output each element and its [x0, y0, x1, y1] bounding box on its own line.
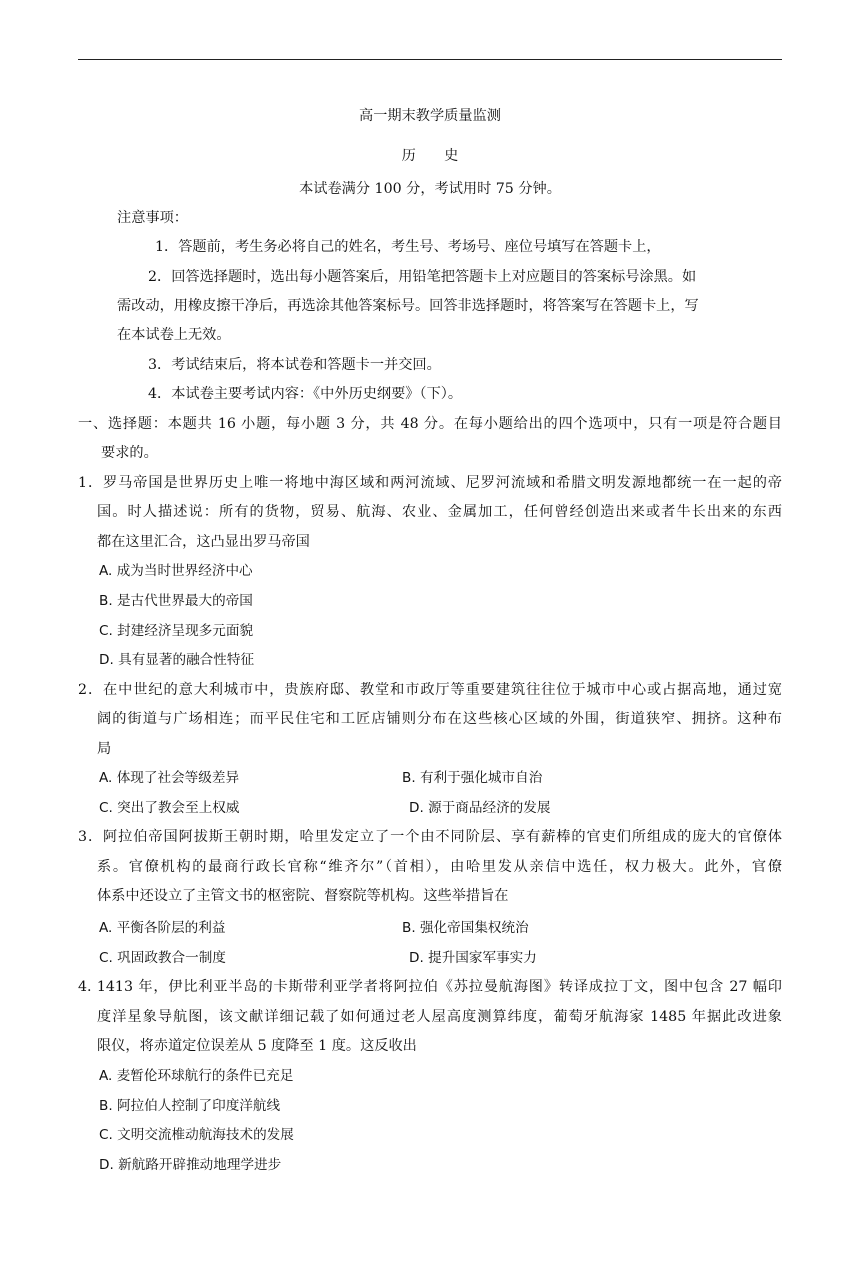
- section-heading-continuation: 要求的。: [101, 445, 158, 461]
- question-1-option-b: B. 是古代世界最大的帝国: [99, 593, 253, 609]
- notice-item-continuation: 在本试卷上无效。: [117, 327, 231, 343]
- notice-item: 3．考试结束后，将本试卷和答题卡一并交回。: [148, 357, 441, 373]
- question-2-stem: 局: [97, 741, 112, 757]
- question-4-option-c: C. 文明交流椎动航海技术的发展: [99, 1127, 294, 1143]
- question-3-option-a: A. 平衡各阶层的利益: [99, 920, 226, 936]
- question-2-option-c: C. 突出了教会至上权威: [99, 800, 240, 816]
- header-rule: [78, 59, 782, 60]
- question-4-option-a: A. 麦暂伦环球航行的条件已充足: [99, 1068, 294, 1084]
- exam-title: 高一期末教学质量监测: [359, 108, 501, 124]
- section-heading: 一、选择题：本题共 16 小题，每小题 3 分，共 48 分。在每小题给出的四个选项中，只有一项是符合题目: [78, 416, 782, 432]
- notice-heading: 注意事项：: [117, 210, 188, 226]
- question-2-stem: 阔的街道与广场相连；而平民住宅和工匠店铺则分布在这些核心区域的外围，街道狭窄、拥挤。这种布: [97, 711, 782, 727]
- question-3-stem: 系。官僚机构的最商行政长官称“维齐尔”（首相），由哈里发从亲信中选任，权力极大。此外，官僚: [97, 859, 782, 875]
- question-2-option-a: A. 体现了社会等级差异: [99, 770, 240, 786]
- question-2-option-d: D. 源于商品经济的发展: [409, 800, 551, 816]
- question-4-stem: 度洋星象导航图，该文献详细记载了如何通过老人屋高度测算纬度，葡萄牙航海家 1485 年据此改进象: [97, 1009, 782, 1025]
- question-4-option-d: D. 新航路开辟推动地理学进步: [99, 1157, 282, 1173]
- notice-item: 1．答题前，考生务必将自己的姓名，考生号、考场号、座位号填写在答题卡上，: [155, 239, 661, 255]
- notice-item-continuation: 需改动，用橡皮擦干净后，再选涂其他答案标号。回答非选择题时，将答案写在答题卡上，写: [117, 298, 699, 314]
- question-2-option-b: B. 有利于强化城市自治: [402, 770, 543, 786]
- question-1-option-a: A. 成为当时世界经济中心: [99, 563, 253, 579]
- notice-item: 4．本试卷主要考试内容：《中外历史纲要》（下）。: [148, 386, 463, 402]
- question-1-stem: 都在这里汇合，这凸显出罗马帝国: [97, 534, 310, 550]
- question-4-stem: 4. 1413 年，伊比利亚半岛的卡斯带利亚学者将阿拉伯《苏拉曼航海图》转译成拉丁文，图中包含 27 幅印: [78, 979, 782, 995]
- exam-info: 本试卷满分 100 分，考试用时 75 分钟。: [299, 181, 561, 197]
- question-1-option-c: C. 封建经济呈现多元面貌: [99, 623, 254, 639]
- question-1-stem: 1．罗马帝国是世界历史上唯一将地中海区域和两河流域、尼罗河流域和希腊文明发源地都统一在一起的帝: [78, 475, 782, 491]
- question-3-stem: 体系中还设立了主管文书的枢密院、督察院等机构。这些举措旨在: [97, 888, 509, 904]
- question-2-stem: 2．在中世纪的意大利城市中，贵族府邸、教堂和市政厅等重要建筑往往位于城市中心或占据高地，通过宽: [78, 682, 782, 698]
- question-4-stem: 限仪，将赤道定位误差从 5 度降至 1 度。这反收出: [97, 1038, 417, 1054]
- question-1-option-d: D. 具有显著的融合性特征: [99, 652, 255, 668]
- question-4-option-b: B. 阿拉伯人控制了印度洋航线: [99, 1098, 281, 1114]
- question-3-stem: 3．阿拉伯帝国阿拔斯王朝时期，哈里发定立了一个由不同阶层、享有薪棒的官吏们所组成的庞大的官僚体: [78, 829, 782, 845]
- subject-title: 历 史: [401, 148, 459, 164]
- notice-item: 2．回答选择题时，选出每小题答案后，用铅笔把答题卡上对应题目的答案标号涂黑。如: [148, 269, 697, 285]
- question-3-option-d: D. 提升国家军事实力: [409, 950, 537, 966]
- question-1-stem: 国。时人描述说：所有的货物，贸易、航海、农业、金属加工，任何曾经创造出来或者牛长出来的东西: [97, 504, 782, 520]
- question-3-option-b: B. 强化帝国集权统治: [402, 920, 529, 936]
- question-3-option-c: C. 巩固政教合一制度: [99, 950, 226, 966]
